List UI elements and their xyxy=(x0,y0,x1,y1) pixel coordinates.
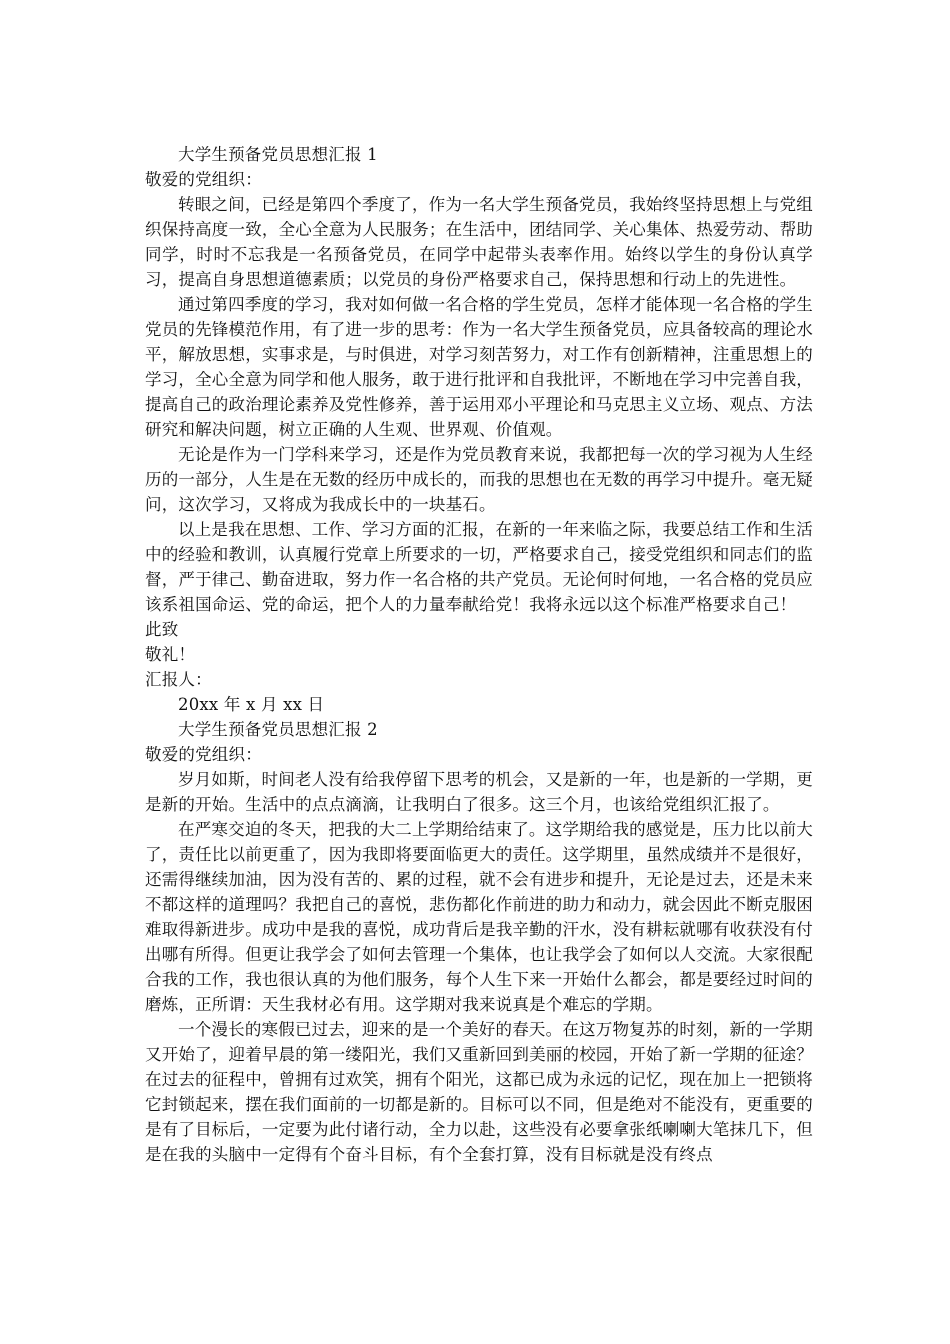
report-2-paragraph: 一个漫长的寒假已过去，迎来的是一个美好的春天。在这万物复苏的时刻，新的一学期又开始了，迎着早晨的第一缕阳光，我们又重新回到美丽的校园，开始了新一学期的征途？在过去的征程中，曾拥有过欢笑，拥有个阳光，这都已成为永远的记忆，现在加上一把锁将它封锁起来，摆在我们面前的一切都是新的。目标可以不同，但是绝对不能没有，更重要的是有了目标后，一定要为此付诸行动，全力以赴，这些没有必要拿张纸喇喇大笔抹几下，但是在我的头脑中一定得有个奋斗目标，有个全套打算，没有目标就是没有终点 xyxy=(145,1020,813,1164)
report-1-title: 大学生预备党员思想汇报 1 xyxy=(178,145,378,164)
report-1-date: 20xx 年 x 月 xx 日 xyxy=(178,695,325,714)
document-page xyxy=(145,142,813,1167)
report-2-title: 大学生预备党员思想汇报 2 xyxy=(178,720,378,739)
report-1-paragraph: 转眼之间，已经是第四个季度了，作为一名大学生预备党员，我始终坚持思想上与党组织保持高度一致，全心全意为人民服务；在生活中，团结同学、关心集体、热爱劳动、帮助同学，时时不忘我是一名预备党员，在同学中起带头表率作用。始终以学生的身份认真学习，提高自身思想道德素质；以党员的身份严格要求自己，保持思想和行动上的先进性。 xyxy=(145,195,813,289)
report-2-paragraph: 岁月如斯，时间老人没有给我停留下思考的机会，又是新的一年，也是新的一学期，更是新的开始。生活中的点点滴滴，让我明白了很多。这三个月，也该给党组织汇报了。 xyxy=(145,770,813,814)
report-1-paragraph: 通过第四季度的学习，我对如何做一名合格的学生党员，怎样才能体现一名合格的学生党员的先锋模范作用，有了进一步的思考：作为一名大学生预备党员，应具备较高的理论水平，解放思想，实事求是，与时俱进，对学习刻苦努力，对工作有创新精神，注重思想上的学习，全心全意为同学和他人服务，敢于进行批评和自我批评，不断地在学习中完善自我，提高自己的政治理论素养及党性修养，善于运用邓小平理论和马克思主义立场、观点、方法研究和解决问题，树立正确的人生观、世界观、价值观。 xyxy=(145,295,813,439)
report-2-salutation: 敬爱的党组织： xyxy=(145,745,262,764)
report-1-reporter: 汇报人： xyxy=(145,670,212,689)
report-1-paragraph: 以上是我在思想、工作、学习方面的汇报，在新的一年来临之际，我要总结工作和生活中的经验和教训，认真履行党章上所要求的一切，严格要求自己，接受党组织和同志们的监督，严于律己、勤奋进取，努力作一名合格的共产党员。无论何时何地，一名合格的党员应该系祖国命运、党的命运，把个人的力量奉献给党！我将永远以这个标准严格要求自己！ xyxy=(145,520,813,614)
report-1-salutation: 敬爱的党组织： xyxy=(145,170,262,189)
report-1-salute: 敬礼！ xyxy=(145,645,196,664)
report-2-paragraph: 在严寒交迫的冬天，把我的大二上学期给结束了。这学期给我的感觉是，压力比以前大了，责任比以前更重了，因为我即将要面临更大的责任。这学期里，虽然成绩并不是很好，还需得继续加油，因为没有苦的、累的过程，就不会有进步和提升，无论是过去，还是未来不都这样的道理吗？我把自己的喜悦，悲伤都化作前进的助力和动力，就会因此不断克服困难取得新进步。成功中是我的喜悦，成功背后是我辛勤的汗水，没有耕耘就哪有收获没有付出哪有所得。但更让我学会了如何去管理一个集体，也让我学会了如何以人交流。大家很配合我的工作，我也很认真的为他们服务，每个人生下来一开始什么都会，都是要经过时间的磨炼，正所谓：天生我材必有用。这学期对我来说真是个难忘的学期。 xyxy=(145,820,813,1014)
report-1-paragraph: 无论是作为一门学科来学习，还是作为党员教育来说，我都把每一次的学习视为人生经历的一部分，人生是在无数的经历中成长的，而我的思想也在无数的再学习中提升。毫无疑问，这次学习，又将成为我成长中的一块基石。 xyxy=(145,445,813,514)
report-1-closing: 此致 xyxy=(145,620,179,639)
